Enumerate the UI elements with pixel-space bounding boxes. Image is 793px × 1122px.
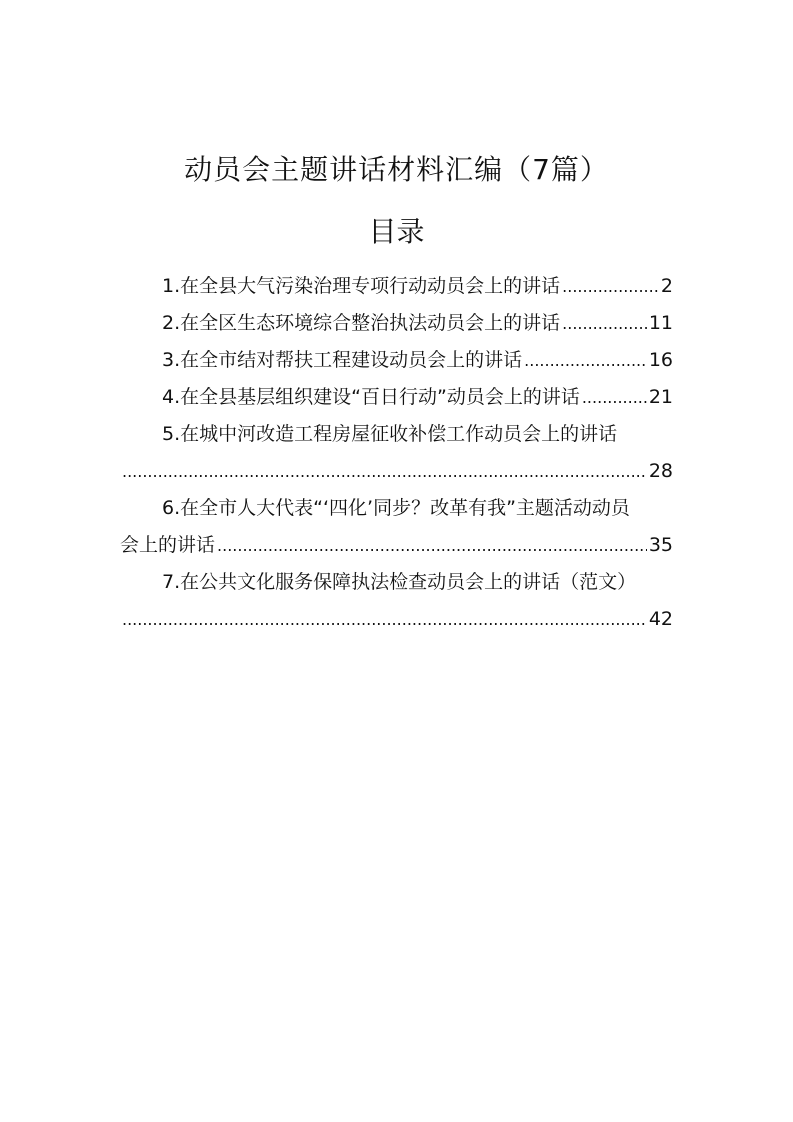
- toc-entry-title: 在城中河改造工程房屋征收补偿工作动员会上的讲话: [180, 423, 618, 445]
- toc-entry-page: 28: [648, 460, 673, 482]
- toc-entry-title-line2: 会上的讲话: [120, 534, 216, 556]
- toc-entry-title: 在全区生态环境综合整治执法动员会上的讲话: [180, 312, 561, 334]
- toc-entry-7[interactable]: [120, 564, 673, 638]
- toc-entry-number: 2.: [162, 312, 181, 334]
- toc-leader-dots: [122, 601, 647, 638]
- toc-leader-dots: [122, 453, 647, 490]
- toc-entry-page: 42: [648, 608, 673, 630]
- toc-entry-number: 5.: [162, 423, 181, 445]
- toc-entry-title: 在全县基层组织建设“百日行动”动员会上的讲话: [180, 386, 580, 408]
- toc-entry-number: 3.: [162, 349, 181, 371]
- toc-leader-dots: [562, 305, 647, 342]
- toc-leader-dots: [582, 379, 647, 416]
- toc-entry-2[interactable]: [120, 305, 673, 342]
- toc-entry-page: 11: [648, 312, 673, 334]
- toc-entry-page: 16: [648, 349, 673, 371]
- toc-entry-page: 21: [648, 386, 673, 408]
- table-of-contents: [120, 268, 673, 638]
- toc-entry-number: 4.: [162, 386, 181, 408]
- toc-entry-1[interactable]: [120, 268, 673, 305]
- document-title: 动员会主题讲话材料汇编（7篇）: [184, 153, 609, 186]
- toc-entry-5[interactable]: [120, 416, 673, 490]
- toc-entry-page: 2: [660, 275, 673, 297]
- toc-entry-4[interactable]: [120, 379, 673, 416]
- toc-entry-title: 在全市结对帮扶工程建设动员会上的讲话: [180, 349, 523, 371]
- toc-entry-title: 在全县大气污染治理专项行动动员会上的讲话: [180, 275, 561, 297]
- toc-entry-number: 6.: [162, 497, 181, 519]
- toc-heading: 目录: [368, 215, 425, 248]
- toc-leader-dots: [217, 527, 647, 564]
- toc-entry-number: 7.: [162, 571, 181, 593]
- toc-leader-dots: [562, 268, 659, 305]
- toc-leader-dots: [524, 342, 647, 379]
- toc-entry-page: 35: [648, 534, 673, 556]
- toc-entry-title: 在公共文化服务保障执法检查动员会上的讲话（范文）: [180, 571, 637, 593]
- toc-entry-number: 1.: [162, 275, 181, 297]
- toc-entry-6[interactable]: [120, 490, 673, 564]
- toc-entry-title-line1: 在全市人大代表“‘四化’同步？改革有我”主题活动动员: [180, 497, 630, 519]
- toc-entry-3[interactable]: [120, 342, 673, 379]
